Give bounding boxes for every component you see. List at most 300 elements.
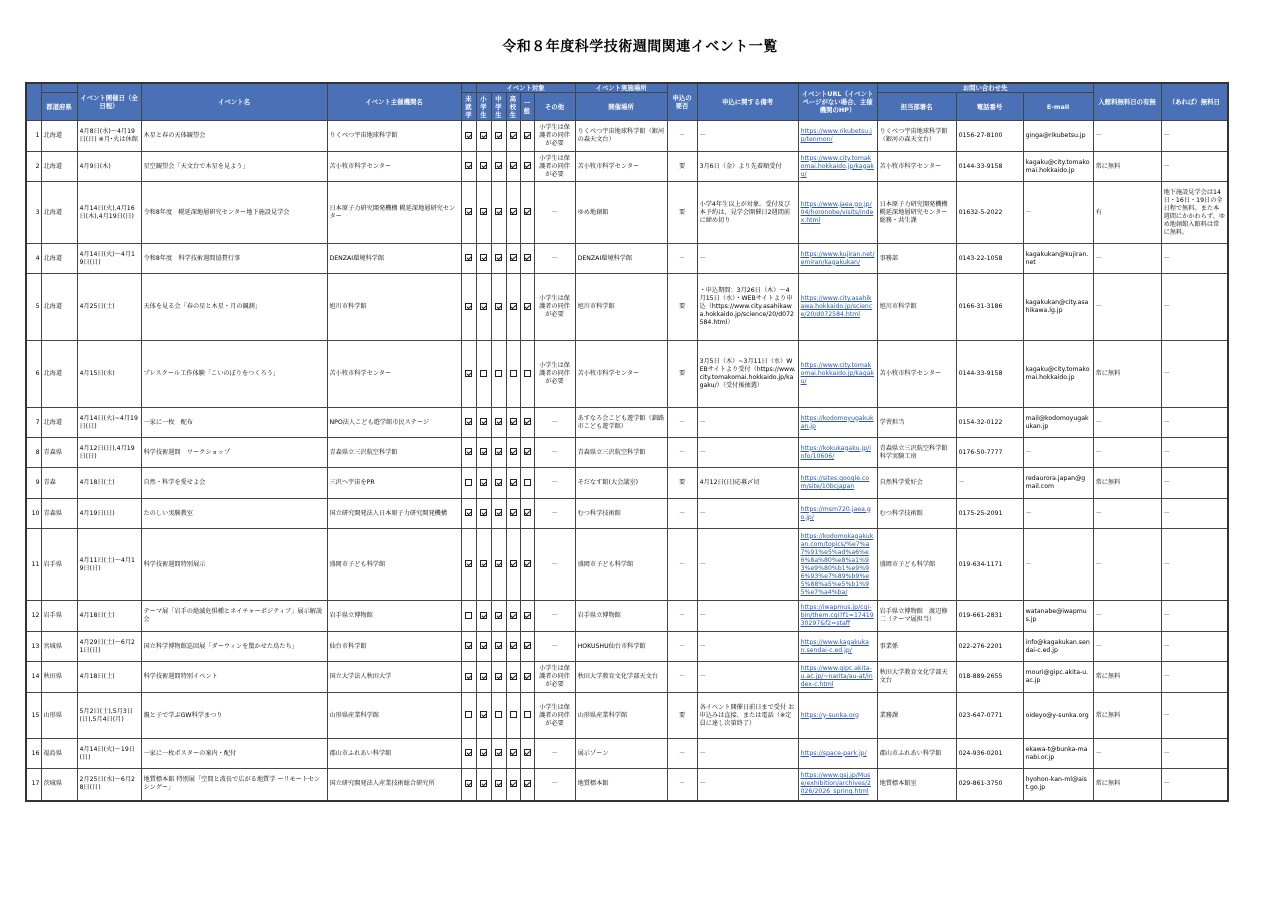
target-high-school-cell (506, 739, 520, 769)
free-admission-cell: 常に無料 (1093, 341, 1161, 408)
checkbox-checked-icon[interactable] (510, 448, 517, 455)
checkbox-checked-icon[interactable] (510, 642, 517, 649)
target-high-school-cell (506, 693, 520, 739)
header-department: 担当部署名 (877, 93, 956, 121)
url-cell (798, 739, 877, 769)
target-high-school-cell (506, 121, 520, 152)
apply-note-cell: － (697, 769, 798, 801)
date-cell: 4月14日(火)~4月19日(日) (77, 408, 141, 438)
event-url-link[interactable]: https://y-sunka.org (800, 711, 859, 719)
target-junior-high-cell (491, 152, 506, 182)
event-url-link[interactable]: https://www.gipc.akita-u.ac.jp/~narita/au-at/index-c.html (800, 665, 873, 688)
checkbox-checked-icon[interactable] (510, 780, 517, 787)
phone-cell: 0166-31-3186 (956, 274, 1023, 341)
target-general-cell (520, 601, 534, 632)
free-day-cell: － (1161, 739, 1228, 769)
organizer-cell: 苫小牧市科学センター (327, 341, 461, 408)
date-cell: 4月11日(土)～4月19日(日) (77, 529, 141, 601)
checkbox-checked-icon[interactable] (524, 162, 531, 169)
organizer-cell: 苫小牧市科学センター (327, 152, 461, 182)
date-cell: 4月18日(土) (77, 468, 141, 499)
target-elementary-cell (476, 438, 491, 468)
checkbox-unchecked-icon[interactable] (510, 711, 517, 718)
checkbox-unchecked-icon[interactable] (495, 711, 502, 718)
checkbox-unchecked-icon[interactable] (480, 370, 487, 377)
checkbox-checked-icon[interactable] (495, 132, 502, 139)
checkbox-checked-icon[interactable] (495, 749, 502, 756)
venue-cell: 山形県産業科学館 (575, 693, 667, 739)
apply-required-cell: － (667, 769, 697, 801)
checkbox-checked-icon[interactable] (480, 673, 487, 680)
url-cell (798, 408, 877, 438)
target-junior-high-cell (491, 529, 506, 601)
checkbox-unchecked-icon[interactable] (465, 711, 472, 718)
checkbox-checked-icon[interactable] (510, 208, 517, 215)
header-organizer: イベント主催機関名 (327, 83, 461, 121)
header-phone: 電話番号 (956, 93, 1023, 121)
checkbox-checked-icon[interactable] (480, 642, 487, 649)
date-cell: 4月14日(火),4月16日(木),4月19日(日) (77, 182, 141, 244)
apply-required-cell: － (667, 632, 697, 662)
free-day-cell: － (1161, 274, 1228, 341)
free-admission-cell: － (1093, 408, 1161, 438)
checkbox-checked-icon[interactable] (495, 208, 502, 215)
checkbox-checked-icon[interactable] (524, 303, 531, 310)
header-group-target: イベント対象 (476, 83, 575, 93)
prefecture-cell: 北海道 (41, 341, 77, 408)
url-cell (798, 693, 877, 739)
free-day-cell: － (1161, 121, 1228, 152)
venue-cell: 秋田大学教育文化学部天文台 (575, 662, 667, 693)
checkbox-checked-icon[interactable] (480, 509, 487, 516)
target-other-cell: － (534, 468, 575, 499)
event-url-link[interactable]: https://space-park.jp/ (800, 749, 867, 757)
checkbox-checked-icon[interactable] (465, 448, 472, 455)
checkbox-checked-icon[interactable] (480, 479, 487, 486)
prefecture-cell: 秋田県 (41, 662, 77, 693)
target-junior-high-cell (491, 693, 506, 739)
email-cell: － (1023, 529, 1093, 601)
checkbox-checked-icon[interactable] (524, 208, 531, 215)
checkbox-checked-icon[interactable] (510, 612, 517, 619)
free-admission-cell: 常に無料 (1093, 662, 1161, 693)
prefecture-cell: 茨城県 (41, 769, 77, 801)
checkbox-checked-icon[interactable] (465, 780, 472, 787)
url-cell (798, 152, 877, 182)
checkbox-checked-icon[interactable] (510, 303, 517, 310)
checkbox-checked-icon[interactable] (524, 448, 531, 455)
prefecture-cell: 福島県 (41, 739, 77, 769)
checkbox-checked-icon[interactable] (465, 642, 472, 649)
organizer-cell: 山形県産業科学館 (327, 693, 461, 739)
table-row (26, 274, 1228, 341)
department-cell: 事業係 (877, 632, 956, 662)
email-cell: ginga@rikubetsu.jp (1023, 121, 1093, 152)
checkbox-checked-icon[interactable] (524, 418, 531, 425)
target-other-cell: － (534, 499, 575, 529)
target-preschool-cell (461, 499, 476, 529)
url-cell (798, 244, 877, 274)
page-title: 令和８年度科学技術週間関連イベント一覧 (502, 39, 778, 55)
checkbox-checked-icon[interactable] (510, 673, 517, 680)
url-cell (798, 341, 877, 408)
checkbox-checked-icon[interactable] (495, 418, 502, 425)
url-cell (798, 769, 877, 801)
apply-note-cell: － (697, 499, 798, 529)
target-preschool-cell (461, 601, 476, 632)
checkbox-checked-icon[interactable] (510, 749, 517, 756)
target-general-cell (520, 468, 534, 499)
email-cell: hyohon-kan-ml@aist.go.jp (1023, 769, 1093, 801)
checkbox-checked-icon[interactable] (524, 560, 531, 567)
event-url-link[interactable]: https://kodomokagakukan.com/topics/%e7%a7%91%e5%ad%a6%e6%8a%80%e8%a1%93%e9%80%b1%e9%96%93%e7%89%b9%e5%88%a5%e5%b1%95%e7%a4%ba/ (800, 532, 874, 596)
checkbox-checked-icon[interactable] (480, 208, 487, 215)
apply-note-cell: － (697, 121, 798, 152)
row-number: 14 (26, 662, 41, 693)
table-row (26, 739, 1228, 769)
checkbox-checked-icon[interactable] (510, 418, 517, 425)
apply-required-cell: － (667, 408, 697, 438)
checkbox-unchecked-icon[interactable] (524, 370, 531, 377)
apply-required-cell: － (667, 529, 697, 601)
apply-required-cell: － (667, 121, 697, 152)
checkbox-checked-icon[interactable] (465, 254, 472, 261)
date-cell: 4月18日(土) (77, 662, 141, 693)
target-elementary-cell (476, 693, 491, 739)
checkbox-checked-icon[interactable] (495, 162, 502, 169)
target-elementary-cell (476, 182, 491, 244)
url-cell (798, 499, 877, 529)
checkbox-checked-icon[interactable] (524, 254, 531, 261)
table-row (26, 499, 1228, 529)
checkbox-checked-icon[interactable] (495, 642, 502, 649)
phone-cell: 0176-50-7777 (956, 438, 1023, 468)
target-preschool-cell (461, 632, 476, 662)
prefecture-cell: 北海道 (41, 274, 77, 341)
target-junior-high-cell (491, 468, 506, 499)
phone-cell: 0156-27-8100 (956, 121, 1023, 152)
phone-cell: 019-634-1171 (956, 529, 1023, 601)
target-preschool-cell (461, 341, 476, 408)
target-other-cell: 小学生は保護者の同伴が必要 (534, 662, 575, 693)
event-name-cell: 地質標本館 特別展「空間と波長で広がる地質学 ーリモートセンシングー」 (141, 769, 327, 801)
checkbox-checked-icon[interactable] (524, 509, 531, 516)
checkbox-checked-icon[interactable] (495, 612, 502, 619)
row-number: 2 (26, 152, 41, 182)
event-name-cell: たのしい実験教室 (141, 499, 327, 529)
event-url-link[interactable]: https://iwapmus.jp/cgi-bin/them.cgi?f1=1741930297&f2=staff (800, 604, 874, 627)
checkbox-checked-icon[interactable] (524, 612, 531, 619)
header-preschool: 未就学 (461, 93, 476, 121)
free-day-cell: － (1161, 341, 1228, 408)
free-admission-cell: 常に無料 (1093, 152, 1161, 182)
apply-required-cell: 要 (667, 274, 697, 341)
event-url-link[interactable]: https://kodomoyugakukan.jp (800, 414, 874, 430)
checkbox-checked-icon[interactable] (510, 479, 517, 486)
target-elementary-cell (476, 244, 491, 274)
checkbox-unchecked-icon[interactable] (510, 370, 517, 377)
apply-required-cell: 要 (667, 182, 697, 244)
checkbox-checked-icon[interactable] (495, 560, 502, 567)
target-preschool-cell (461, 152, 476, 182)
target-other-cell: 小学生は保護者の同伴が必要 (534, 121, 575, 152)
checkbox-unchecked-icon[interactable] (465, 612, 472, 619)
target-high-school-cell (506, 499, 520, 529)
checkbox-checked-icon[interactable] (524, 749, 531, 756)
prefecture-cell: 岩手県 (41, 601, 77, 632)
checkbox-checked-icon[interactable] (480, 418, 487, 425)
apply-note-cell: － (697, 408, 798, 438)
apply-note-cell: － (697, 739, 798, 769)
venue-cell: 青森県立三沢航空科学館 (575, 438, 667, 468)
target-high-school-cell (506, 182, 520, 244)
checkbox-checked-icon[interactable] (495, 254, 502, 261)
email-cell: mouri@gipc.akita-u.ac.jp (1023, 662, 1093, 693)
url-cell (798, 182, 877, 244)
event-url-link[interactable]: https://www.kagakukan.sendai-c.ed.jp/ (800, 638, 869, 654)
target-junior-high-cell (491, 662, 506, 693)
event-table (25, 82, 1229, 802)
checkbox-checked-icon[interactable] (465, 370, 472, 377)
checkbox-checked-icon[interactable] (495, 673, 502, 680)
checkbox-checked-icon[interactable] (495, 448, 502, 455)
organizer-cell: 郡山市ふれあい科学館 (327, 739, 461, 769)
table-row (26, 601, 1228, 632)
checkbox-checked-icon[interactable] (495, 509, 502, 516)
target-general-cell (520, 121, 534, 152)
date-cell: 4月14日(火)～19日(日) (77, 739, 141, 769)
checkbox-checked-icon[interactable] (480, 780, 487, 787)
checkbox-checked-icon[interactable] (480, 448, 487, 455)
checkbox-checked-icon[interactable] (480, 254, 487, 261)
url-cell (798, 662, 877, 693)
table-row (26, 632, 1228, 662)
phone-cell: － (956, 468, 1023, 499)
checkbox-checked-icon[interactable] (495, 479, 502, 486)
checkbox-checked-icon[interactable] (480, 132, 487, 139)
target-high-school-cell (506, 274, 520, 341)
department-cell: 地質標本館室 (877, 769, 956, 801)
checkbox-checked-icon[interactable] (510, 509, 517, 516)
event-url-link[interactable]: https://sites.google.com/site/10bcjapan (800, 475, 870, 490)
target-other-cell: 小学生は保護者の同伴が必要 (534, 152, 575, 182)
event-url-link[interactable]: https://www.city.tomakomai.hokkaido.jp/kagaku/ (800, 362, 874, 385)
checkbox-checked-icon[interactable] (524, 780, 531, 787)
free-admission-cell: － (1093, 632, 1161, 662)
target-elementary-cell (476, 769, 491, 801)
target-elementary-cell (476, 632, 491, 662)
target-other-cell: － (534, 244, 575, 274)
target-junior-high-cell (491, 601, 506, 632)
event-url-link[interactable]: https://kokukagaku.jp/info/10606/ (800, 444, 871, 460)
checkbox-checked-icon[interactable] (465, 208, 472, 215)
checkbox-checked-icon[interactable] (465, 418, 472, 425)
row-number: 11 (26, 529, 41, 601)
target-elementary-cell (476, 274, 491, 341)
free-day-cell: 地下施設見学会は14日・16日・19日の全日程で無料。また本週間にかかわらず、ゆめ地創館入館料は常に無料。 (1161, 182, 1228, 244)
target-elementary-cell (476, 121, 491, 152)
target-preschool-cell (461, 244, 476, 274)
checkbox-checked-icon[interactable] (465, 303, 472, 310)
row-number: 17 (26, 769, 41, 801)
checkbox-checked-icon[interactable] (465, 673, 472, 680)
target-high-school-cell (506, 341, 520, 408)
table-row (26, 468, 1228, 499)
target-elementary-cell (476, 341, 491, 408)
email-cell: kagaku@city.tomakomai.hokkaido.jp (1023, 341, 1093, 408)
table-row (26, 152, 1228, 182)
checkbox-checked-icon[interactable] (480, 612, 487, 619)
checkbox-checked-icon[interactable] (495, 780, 502, 787)
target-preschool-cell (461, 739, 476, 769)
phone-cell: 018-889-2655 (956, 662, 1023, 693)
checkbox-checked-icon[interactable] (510, 560, 517, 567)
target-junior-high-cell (491, 739, 506, 769)
checkbox-checked-icon[interactable] (480, 303, 487, 310)
checkbox-checked-icon[interactable] (480, 560, 487, 567)
target-elementary-cell (476, 601, 491, 632)
email-cell: ekawa-t@bunka-manabi.or.jp (1023, 739, 1093, 769)
target-general-cell (520, 693, 534, 739)
target-other-cell: － (534, 438, 575, 468)
venue-cell: むつ科学技術館 (575, 499, 667, 529)
email-cell: － (1023, 499, 1093, 529)
checkbox-checked-icon[interactable] (510, 132, 517, 139)
target-other-cell: － (534, 408, 575, 438)
checkbox-unchecked-icon[interactable] (524, 711, 531, 718)
event-url-link[interactable]: https://www.gsj.jp/Muse/exhibition/archives/2026/2026_spring.html (800, 772, 871, 796)
checkbox-checked-icon[interactable] (524, 642, 531, 649)
event-name-cell: 科学技術週間 ワークショップ (141, 438, 327, 468)
checkbox-checked-icon[interactable] (465, 560, 472, 567)
apply-note-cell: 4月12日(日)応募〆切 (697, 468, 798, 499)
free-admission-cell: － (1093, 499, 1161, 529)
checkbox-unchecked-icon[interactable] (524, 479, 531, 486)
target-high-school-cell (506, 152, 520, 182)
department-cell: 日本原子力研究開発機構 幌延深地層研究センター 総務・共生課 (877, 182, 956, 244)
target-high-school-cell (506, 244, 520, 274)
phone-cell: 024-936-0201 (956, 739, 1023, 769)
checkbox-checked-icon[interactable] (480, 162, 487, 169)
target-high-school-cell (506, 601, 520, 632)
row-number: 1 (26, 121, 41, 152)
table-row (26, 121, 1228, 152)
free-day-cell: － (1161, 693, 1228, 739)
department-cell: 業務課 (877, 693, 956, 739)
organizer-cell: DENZAI環境科学館 (327, 244, 461, 274)
target-other-cell: － (534, 601, 575, 632)
checkbox-checked-icon[interactable] (465, 749, 472, 756)
checkbox-checked-icon[interactable] (465, 132, 472, 139)
apply-required-cell: 要 (667, 468, 697, 499)
prefecture-cell: 北海道 (41, 244, 77, 274)
header-elementary: 小学生 (476, 93, 491, 121)
row-number: 7 (26, 408, 41, 438)
target-other-cell: 小学生は保護者の同伴が必要 (534, 341, 575, 408)
organizer-cell: 岩手県立博物館 (327, 601, 461, 632)
department-cell: 自然科学愛好会 (877, 468, 956, 499)
apply-note-cell: － (697, 438, 798, 468)
checkbox-checked-icon[interactable] (524, 132, 531, 139)
checkbox-checked-icon[interactable] (510, 162, 517, 169)
organizer-cell: 仙台市科学館 (327, 632, 461, 662)
header-general: 一般 (520, 93, 534, 121)
target-general-cell (520, 529, 534, 601)
free-day-cell: － (1161, 601, 1228, 632)
event-url-link[interactable]: https://msm720.jaea.go.jp/ (800, 505, 871, 521)
phone-cell: 019-661-2831 (956, 601, 1023, 632)
target-elementary-cell (476, 468, 491, 499)
apply-required-cell: 要 (667, 341, 697, 408)
target-high-school-cell (506, 438, 520, 468)
checkbox-checked-icon[interactable] (480, 711, 487, 718)
target-junior-high-cell (491, 438, 506, 468)
checkbox-checked-icon[interactable] (465, 509, 472, 516)
event-url-link[interactable]: https://www.city.asahikawa.hokkaido.jp/science/20/d072584.html (800, 295, 873, 318)
checkbox-checked-icon[interactable] (524, 673, 531, 680)
row-number: 12 (26, 601, 41, 632)
target-elementary-cell (476, 499, 491, 529)
apply-note-cell: 3月5日（木）~3月11日（水）WEBサイトより受付（https://www.city.tomakomai.hokkaido.jp/kagaku/）（受付後抽選） (697, 341, 798, 408)
event-url-link[interactable]: https://www.city.tomakomai.hokkaido.jp/kagaku/ (800, 154, 874, 178)
checkbox-unchecked-icon[interactable] (495, 370, 502, 377)
prefecture-cell: 青森 (41, 468, 77, 499)
free-admission-cell: 常に無料 (1093, 468, 1161, 499)
event-url-link[interactable]: https://www.kujiran.net/emiran/kagakukan/ (800, 250, 875, 266)
apply-required-cell: 要 (667, 152, 697, 182)
target-elementary-cell (476, 529, 491, 601)
checkbox-checked-icon[interactable] (495, 303, 502, 310)
free-day-cell: － (1161, 529, 1228, 601)
target-high-school-cell (506, 408, 520, 438)
target-general-cell (520, 274, 534, 341)
apply-required-cell: － (667, 438, 697, 468)
free-day-cell: － (1161, 662, 1228, 693)
event-url-link[interactable]: https://www.rikubetsu.jp/tenmon/ (800, 128, 872, 143)
checkbox-unchecked-icon[interactable] (465, 479, 472, 486)
event-name-cell: 一家に一枚ポスターの案内・配付 (141, 739, 327, 769)
checkbox-checked-icon[interactable] (510, 254, 517, 261)
target-preschool-cell (461, 529, 476, 601)
free-admission-cell: － (1093, 739, 1161, 769)
header-other: その他 (534, 93, 575, 121)
organizer-cell: 盛岡市子ども科学館 (327, 529, 461, 601)
header-group-venue: イベント実施場所 (575, 83, 667, 93)
target-other-cell: － (534, 739, 575, 769)
free-admission-cell: 有 (1093, 182, 1161, 244)
department-cell: 苫小牧市科学センター (877, 152, 956, 182)
table-row (26, 529, 1228, 601)
target-general-cell (520, 341, 534, 408)
department-cell: 盛岡市子ども科学館 (877, 529, 956, 601)
phone-cell: 029-861-3750 (956, 769, 1023, 801)
event-url-link[interactable]: https://www.jaea.go.jp/04/horonobe/visits/index.html (800, 200, 874, 224)
venue-cell: 地質標本館 (575, 769, 667, 801)
target-high-school-cell (506, 468, 520, 499)
prefecture-cell: 岩手県 (41, 529, 77, 601)
target-other-cell: － (534, 632, 575, 662)
event-name-cell: プレスクール工作体験「こいのぼりをつくろう」 (141, 341, 327, 408)
date-cell: 4月19日(日) (77, 499, 141, 529)
apply-note-cell: ・申込期間：3月26日（木）～4月15日（水）・WEBサイトより申込（https://www.city.asahikawa.hokkaido.jp/science/20/d072584.html） (697, 274, 798, 341)
email-cell: oideyo@y-sunka.org (1023, 693, 1093, 739)
date-cell: 5月2日(土),5月3日(日),5月4日(月) (77, 693, 141, 739)
free-admission-cell: － (1093, 529, 1161, 601)
free-admission-cell: － (1093, 601, 1161, 632)
date-cell: 4月14日(火)～4月19日(日) (77, 244, 141, 274)
checkbox-checked-icon[interactable] (465, 162, 472, 169)
checkbox-checked-icon[interactable] (480, 749, 487, 756)
